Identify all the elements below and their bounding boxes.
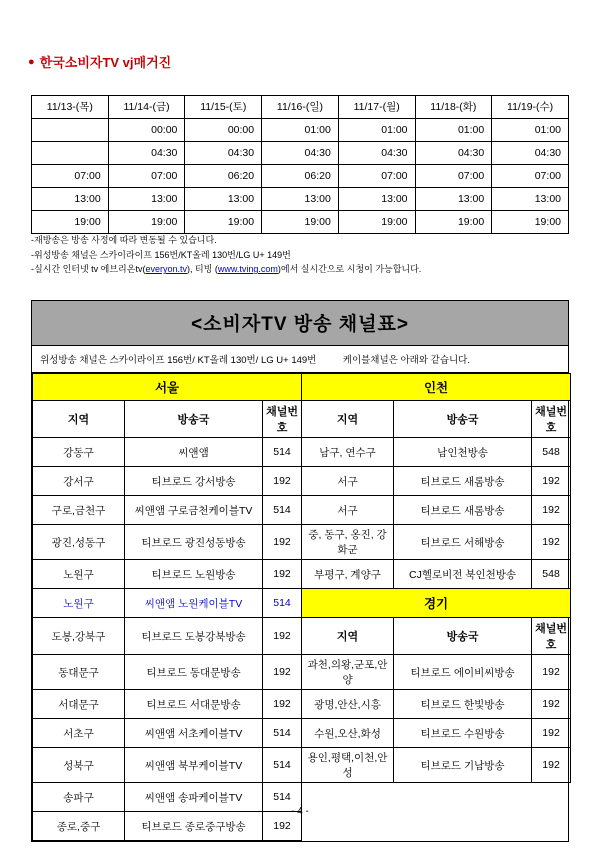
- schedule-time-cell: 19:00: [262, 211, 339, 234]
- channel-cell: 192: [263, 618, 302, 655]
- schedule-header-cell: 11/19-(수): [492, 96, 569, 119]
- station-cell: 티브로드 동대문방송: [125, 655, 263, 690]
- station-cell: 티브로드 서대문방송: [125, 690, 263, 719]
- schedule-time-cell: 04:30: [415, 142, 492, 165]
- table-row: [33, 618, 571, 655]
- schedule-time-cell: 07:00: [108, 165, 185, 188]
- column-header: 채널번호: [263, 401, 302, 438]
- region-header: 서울: [33, 374, 302, 401]
- schedule-time-cell: 01:00: [262, 119, 339, 142]
- note-line-3-mid: ), 티빙 (: [186, 264, 218, 274]
- station-cell: 씨앤앰 북부케이블TV: [125, 748, 263, 783]
- channel-cell: 192: [532, 467, 571, 496]
- schedule-time-cell: 19:00: [492, 211, 569, 234]
- schedule-time-cell: 01:00: [415, 119, 492, 142]
- schedule-time-cell: 13:00: [338, 188, 415, 211]
- note-line-2: -위성방송 채널은 스카이라이프 156번/KT올레 130번/LG U+ 149번: [31, 249, 291, 260]
- schedule-time-cell: 07:00: [415, 165, 492, 188]
- station-cell: 티브로드 수원방송: [394, 719, 532, 748]
- station-cell: 티브로드 광진성동방송: [125, 525, 263, 560]
- station-cell: 씨앤앰 서초케이블TV: [125, 719, 263, 748]
- area-cell: 용인,평택,이천,안성: [302, 748, 394, 783]
- everyon-tv-link[interactable]: everyon.tv: [145, 264, 187, 274]
- station-cell: 티브로드 에이비씨방송: [394, 655, 532, 690]
- channel-cell: 192: [532, 525, 571, 560]
- station-cell: 티브로드 서해방송: [394, 525, 532, 560]
- table-row: [33, 496, 571, 525]
- channel-cell: 514: [263, 783, 302, 812]
- area-cell: 동대문구: [33, 655, 125, 690]
- schedule-time-cell: [32, 142, 109, 165]
- schedule-header-cell: 11/18-(화): [415, 96, 492, 119]
- schedule-time-cell: 06:20: [185, 165, 262, 188]
- table-row: [33, 589, 571, 618]
- station-cell: 티브로드 노원방송: [125, 560, 263, 589]
- note-line-1: -재방송은 방송 사정에 따라 변동될 수 있습니다.: [31, 235, 217, 245]
- schedule-time-cell: 00:00: [185, 119, 262, 142]
- note-line-3-pre: -실시간 인터넷 tv 에브리온tv(: [31, 264, 146, 274]
- channel-cell: 192: [263, 560, 302, 589]
- schedule-time-cell: 19:00: [32, 211, 109, 234]
- schedule-row: [32, 188, 569, 211]
- table-row: [33, 374, 571, 401]
- channel-cell: 514: [263, 589, 302, 618]
- channel-table-subtitle: [32, 346, 568, 373]
- area-cell: 노원구: [33, 560, 125, 589]
- schedule-header-row: [32, 96, 569, 119]
- station-cell: CJ헬로비전 북인천방송: [394, 560, 532, 589]
- table-row: [33, 438, 571, 467]
- note-line-3-post: )에서 실시간으로 시청이 가능합니다.: [277, 264, 422, 274]
- table-row: [33, 467, 571, 496]
- area-cell: 종로,중구: [33, 812, 125, 841]
- table-row: [33, 719, 571, 748]
- schedule-time-cell: 19:00: [185, 211, 262, 234]
- schedule-time-cell: 01:00: [492, 119, 569, 142]
- region-header: 경기: [302, 589, 571, 618]
- table-row: [33, 525, 571, 560]
- area-cell: 서대문구: [33, 690, 125, 719]
- area-cell: 송파구: [33, 783, 125, 812]
- schedule-time-cell: 04:30: [492, 142, 569, 165]
- channel-cell: 192: [263, 812, 302, 841]
- tving-link[interactable]: www.tving.com: [217, 264, 278, 274]
- table-row: [33, 560, 571, 589]
- schedule-time-cell: 19:00: [338, 211, 415, 234]
- schedule-time-cell: 19:00: [415, 211, 492, 234]
- notes-block: [31, 233, 421, 277]
- area-cell: 남구, 연수구: [302, 438, 394, 467]
- station-cell: 티브로드 종로중구방송: [125, 812, 263, 841]
- channel-cell: 514: [263, 438, 302, 467]
- page-number: - 4 -: [291, 806, 309, 817]
- schedule-time-cell: 13:00: [415, 188, 492, 211]
- area-cell: 서구: [302, 496, 394, 525]
- area-cell: 강서구: [33, 467, 125, 496]
- table-row: [33, 748, 571, 783]
- note-line-3: [31, 262, 421, 277]
- area-cell: 광명,안산,시흥: [302, 690, 394, 719]
- area-cell: 수원,오산,화성: [302, 719, 394, 748]
- schedule-time-cell: 04:30: [185, 142, 262, 165]
- channel-cell: 514: [263, 748, 302, 783]
- column-header: 방송국: [125, 401, 263, 438]
- channel-cell: 192: [532, 748, 571, 783]
- schedule-time-cell: 04:30: [108, 142, 185, 165]
- schedule-time-cell: 07:00: [492, 165, 569, 188]
- schedule-time-cell: 01:00: [338, 119, 415, 142]
- station-cell: 씨앤앰 구로금천케이블TV: [125, 496, 263, 525]
- station-cell: 씨앤앰 노원케이블TV: [125, 589, 263, 618]
- schedule-time-cell: 06:20: [262, 165, 339, 188]
- column-header: 지역: [33, 401, 125, 438]
- broadcast-schedule-table: [31, 95, 569, 234]
- table-row: [33, 655, 571, 690]
- column-header: 지역: [302, 618, 394, 655]
- station-cell: 티브로드 도봉강북방송: [125, 618, 263, 655]
- area-cell: 강동구: [33, 438, 125, 467]
- area-cell: 광진,성동구: [33, 525, 125, 560]
- station-cell: 남인천방송: [394, 438, 532, 467]
- channel-cell: 192: [263, 525, 302, 560]
- region-header: 인천: [302, 374, 571, 401]
- area-cell: 서구: [302, 467, 394, 496]
- area-cell: 노원구: [33, 589, 125, 618]
- channel-cell: 548: [532, 560, 571, 589]
- column-header: 채널번호: [532, 401, 571, 438]
- area-cell: 서초구: [33, 719, 125, 748]
- channel-cell: 192: [532, 690, 571, 719]
- station-cell: 씨앤앰: [125, 438, 263, 467]
- page-title-text: 한국소비자TV vj매거진: [39, 55, 172, 70]
- schedule-time-cell: 13:00: [185, 188, 262, 211]
- schedule-row: [32, 142, 569, 165]
- schedule-time-cell: [32, 119, 109, 142]
- area-cell: 중, 동구, 옹진, 강화군: [302, 525, 394, 560]
- schedule-time-cell: 07:00: [32, 165, 109, 188]
- schedule-time-cell: 13:00: [492, 188, 569, 211]
- satellite-channel-note: 위성방송 채널은 스카이라이프 156번/ KT올레 130번/ LG U+ 149번: [40, 355, 317, 366]
- schedule-time-cell: 04:30: [338, 142, 415, 165]
- channel-cell: 192: [532, 719, 571, 748]
- schedule-row: [32, 119, 569, 142]
- table-row: [33, 690, 571, 719]
- cable-channel-note: 케이블채널은 아래와 같습니다.: [342, 355, 470, 366]
- column-header: 방송국: [394, 401, 532, 438]
- area-cell: 부평구, 계양구: [302, 560, 394, 589]
- bullet-icon: ●: [28, 56, 35, 68]
- column-header: 채널번호: [532, 618, 571, 655]
- channel-cell: 192: [532, 655, 571, 690]
- channel-cell: 514: [263, 496, 302, 525]
- schedule-time-cell: 19:00: [108, 211, 185, 234]
- area-cell: 도봉,강북구: [33, 618, 125, 655]
- station-cell: 씨앤앰 송파케이블TV: [125, 783, 263, 812]
- station-cell: 티브로드 강서방송: [125, 467, 263, 496]
- channel-cell: 192: [263, 690, 302, 719]
- area-cell: 구로,금천구: [33, 496, 125, 525]
- schedule-header-cell: 11/14-(금): [108, 96, 185, 119]
- column-header: 지역: [302, 401, 394, 438]
- station-cell: 티브로드 기남방송: [394, 748, 532, 783]
- area-cell: 성북구: [33, 748, 125, 783]
- schedule-time-cell: 13:00: [32, 188, 109, 211]
- station-cell: 티브로드 한빛방송: [394, 690, 532, 719]
- station-cell: 티브로드 새롬방송: [394, 467, 532, 496]
- schedule-time-cell: 00:00: [108, 119, 185, 142]
- channel-cell: 192: [263, 655, 302, 690]
- channel-cell: 514: [263, 719, 302, 748]
- schedule-header-cell: 11/13-(목): [32, 96, 109, 119]
- channel-table-block: [31, 300, 569, 842]
- schedule-row: [32, 211, 569, 234]
- page-title: [28, 52, 171, 71]
- channel-list-table: [32, 373, 571, 841]
- schedule-row: [32, 165, 569, 188]
- schedule-header-cell: 11/17-(월): [338, 96, 415, 119]
- schedule-header-cell: 11/15-(토): [185, 96, 262, 119]
- schedule-time-cell: 13:00: [262, 188, 339, 211]
- schedule-time-cell: 04:30: [262, 142, 339, 165]
- schedule-header-cell: 11/16-(일): [262, 96, 339, 119]
- schedule-time-cell: 07:00: [338, 165, 415, 188]
- schedule-time-cell: 13:00: [108, 188, 185, 211]
- table-row: [33, 401, 571, 438]
- column-header: 방송국: [394, 618, 532, 655]
- channel-table-title: <소비자TV 방송 채널표>: [32, 301, 568, 346]
- station-cell: 티브로드 새롬방송: [394, 496, 532, 525]
- channel-cell: 548: [532, 438, 571, 467]
- area-cell: 과천,의왕,군포,안양: [302, 655, 394, 690]
- channel-cell: 192: [532, 496, 571, 525]
- channel-cell: 192: [263, 467, 302, 496]
